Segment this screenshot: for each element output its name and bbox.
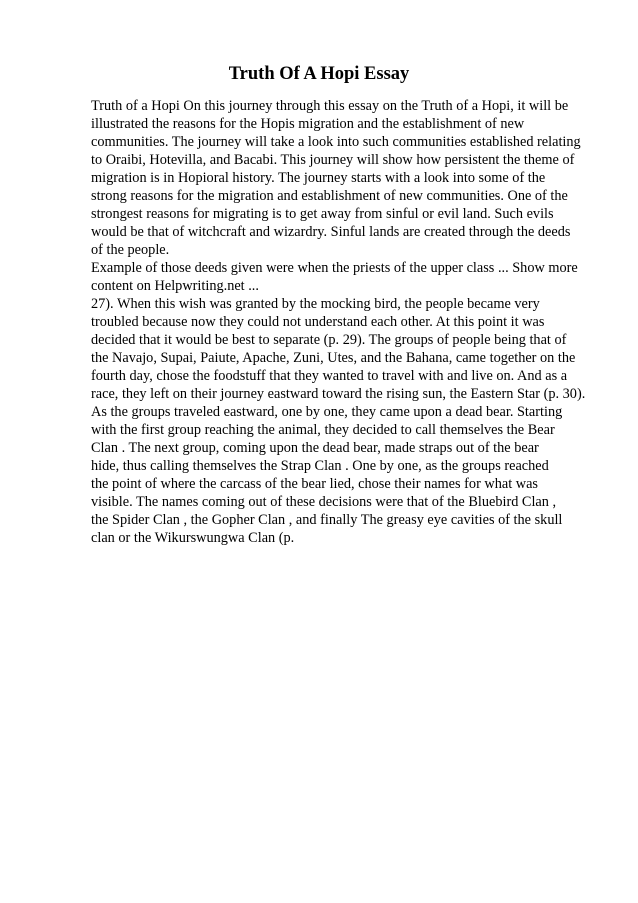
text-line: clan or the Wikurswungwa Clan (p. (91, 530, 295, 546)
text-line: fourth day, chose the foodstuff that they wanted to travel with and live on. And as a (91, 368, 568, 384)
text-line: of the people. (91, 242, 170, 258)
text-line: hide, thus calling themselves the Strap Clan . One by one, as the groups reached (91, 458, 549, 474)
text-line: Clan . The next group, coming upon the dead bear, made straps out of the bear (91, 440, 539, 456)
text-line: the Navajo, Supai, Paiute, Apache, Zuni, Utes, and the Bahana, came together on the (91, 350, 576, 366)
text-line: strong reasons for the migration and establishment of new communities. One of the (91, 188, 568, 204)
text-line: migration is in Hopioral history. The journey starts with a look into some of the (91, 170, 546, 186)
text-line: would be that of witchcraft and wizardry. Sinful lands are created through the deeds (91, 224, 571, 240)
text-line: Example of those deeds given were when the priests of the upper class ... Show more (91, 260, 578, 276)
text-line: the point of where the carcass of the bear lied, chose their names for what was (91, 476, 539, 492)
text-line: with the first group reaching the animal, they decided to call themselves the Bear (91, 422, 555, 438)
text-line: visible. The names coming out of these decisions were that of the Bluebird Clan , (91, 494, 557, 510)
text-line: content on Helpwriting.net ... (91, 278, 259, 294)
text-line: decided that it would be best to separate (p. 29). The groups of people being that of (91, 332, 567, 348)
document-body (91, 97, 601, 547)
text-line: troubled because now they could not understand each other. At this point it was (91, 314, 545, 330)
text-line: Truth of a Hopi On this journey through this essay on the Truth of a Hopi, it will be (91, 98, 569, 114)
text-line: illustrated the reasons for the Hopis migration and the establishment of new (91, 116, 525, 132)
text-line: 27). When this wish was granted by the mocking bird, the people became very (91, 296, 540, 312)
text-line: strongest reasons for migrating is to get away from sinful or evil land. Such evils (91, 206, 554, 222)
text-line: race, they left on their journey eastward toward the rising sun, the Eastern Star (p. 30). (91, 386, 586, 402)
text-line: the Spider Clan , the Gopher Clan , and finally The greasy eye cavities of the skull (91, 512, 563, 528)
document-title: Truth Of A Hopi Essay (228, 64, 410, 84)
text-line: As the groups traveled eastward, one by one, they came upon a dead bear. Starting (91, 404, 563, 420)
text-line: communities. The journey will take a look into such communities established relating (91, 134, 581, 150)
text-line: to Oraibi, Hotevilla, and Bacabi. This journey will show how persistent the theme of (91, 152, 575, 168)
